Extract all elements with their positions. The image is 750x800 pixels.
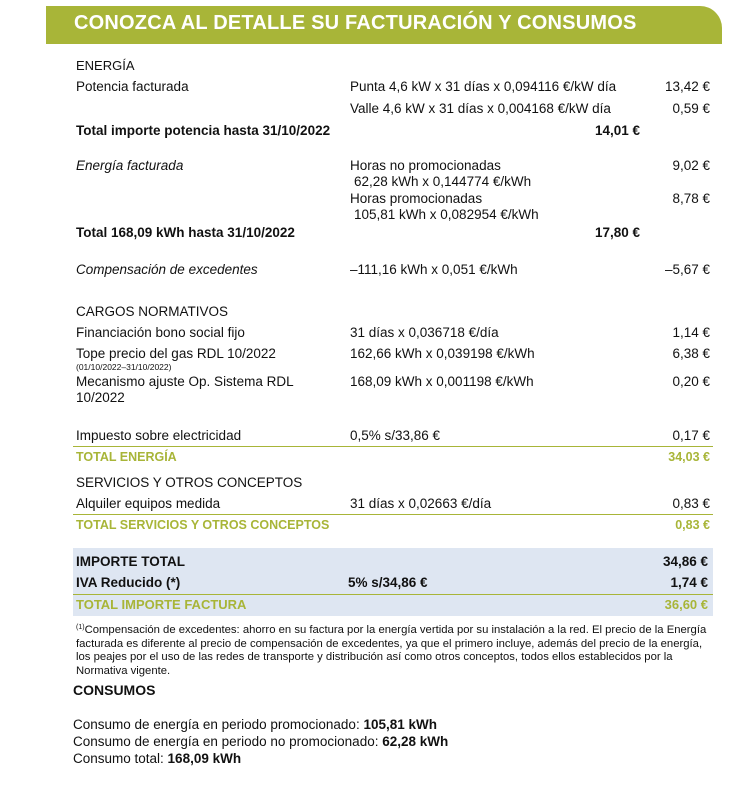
ajuste-calc: 168,09 kWh x 0,001198 €/kWh [350, 374, 534, 389]
no-promo-amount: 9,02 € [672, 158, 710, 173]
promo-amount: 8,78 € [672, 191, 710, 206]
total-servicios-amount: 0,83 € [675, 518, 710, 532]
consumo-total-line [73, 751, 241, 767]
bono-label: Financiación bono social fijo [76, 325, 245, 340]
promo-calc: 105,81 kWh x 0,082954 €/kWh [354, 207, 539, 222]
gas-calc: 162,66 kWh x 0,039198 €/kWh [350, 346, 535, 361]
alquiler-calc: 31 días x 0,02663 €/día [350, 496, 492, 511]
impuesto-calc: 0,5% s/33,86 € [350, 428, 441, 443]
total-energia-label: TOTAL ENERGÍA [76, 450, 177, 464]
alquiler-label: Alquiler equipos medida [76, 496, 221, 511]
consumo-no-promo-line [73, 734, 448, 750]
total-factura-rule [73, 594, 713, 595]
footnote-text: Compensación de excedentes: ahorro en su factura por la energía vertida por su instalación a la red. El precio de la Energía facturada es diferente al precio de compensación de excedentes, ya que el primero incluye, además del precio de la energía, los peajes por el uso de las redes de transporte y distribución así como otros conceptos, todos ellos establecidos por la Normativa vigente. [76, 624, 707, 677]
gas-amount: 6,38 € [672, 346, 710, 361]
page-title: CONOZCA AL DETALLE SU FACTURACIÓN Y CONSUMOS [74, 12, 637, 34]
footnote [76, 624, 716, 678]
bono-calc: 31 días x 0,036718 €/día [350, 325, 499, 340]
iva-label: IVA Reducido (*) [76, 575, 181, 590]
iva-calc: 5% s/34,86 € [348, 575, 428, 590]
total-energia-amount: 34,03 € [668, 450, 710, 464]
no-promo-label: Horas no promocionadas [350, 158, 501, 173]
total-servicios-label: TOTAL SERVICIOS Y OTROS CONCEPTOS [76, 518, 330, 532]
consumo-promo-line [73, 717, 437, 733]
compensacion-calc: –111,16 kWh x 0,051 €/kWh [350, 262, 518, 277]
no-promo-calc: 62,28 kWh x 0,144774 €/kWh [354, 174, 532, 189]
consumo-no-promo-label: Consumo de energía en periodo no promocionado: [73, 734, 383, 749]
promo-label: Horas promocionadas [350, 191, 483, 206]
total-factura-label: TOTAL IMPORTE FACTURA [76, 597, 247, 612]
energia-total-label: Total 168,09 kWh hasta 31/10/2022 [76, 225, 295, 240]
energia-section-title: ENERGÍA [76, 58, 135, 73]
compensacion-label: Compensación de excedentes [76, 262, 258, 277]
gas-label: Tope precio del gas RDL 10/2022 [76, 346, 276, 361]
consumo-promo-value: 105,81 kWh [363, 717, 437, 732]
energia-total-amount: 17,80 € [594, 225, 640, 240]
importe-total-label: IMPORTE TOTAL [76, 554, 185, 569]
servicios-section-title: SERVICIOS Y OTROS CONCEPTOS [76, 475, 303, 490]
consumo-no-promo-value: 62,28 kWh [382, 734, 449, 749]
bono-amount: 1,14 € [672, 325, 710, 340]
gas-dates: (01/10/2022–31/10/2022) [76, 362, 172, 372]
compensacion-amount: –5,67 € [664, 262, 710, 277]
header-banner [46, 6, 722, 44]
alquiler-amount: 0,83 € [672, 496, 710, 511]
total-energia-rule [73, 446, 713, 447]
potencia-valle-amount: 0,59 € [672, 101, 710, 116]
potencia-total-label: Total importe potencia hasta 31/10/2022 [76, 123, 331, 138]
potencia-valle-desc: Valle 4,6 kW x 31 días x 0,004168 €/kW día [350, 101, 611, 116]
impuesto-label: Impuesto sobre electricidad [76, 428, 242, 443]
total-factura-amount: 36,60 € [664, 597, 708, 612]
potencia-punta-desc: Punta 4,6 kW x 31 días x 0,094116 €/kW día [350, 79, 617, 94]
importe-total-amount: 34,86 € [662, 554, 708, 569]
potencia-total-amount: 14,01 € [594, 123, 640, 138]
energia-facturada-label: Energía facturada [76, 158, 184, 173]
consumo-total-label: Consumo total: [73, 751, 168, 766]
total-servicios-rule [73, 514, 713, 515]
cargos-section-title: CARGOS NORMATIVOS [76, 304, 229, 319]
impuesto-amount: 0,17 € [672, 428, 710, 443]
consumos-title: CONSUMOS [73, 682, 156, 698]
iva-amount: 1,74 € [670, 575, 708, 590]
potencia-punta-amount: 13,42 € [664, 79, 710, 94]
consumo-total-value: 168,09 kWh [167, 751, 242, 766]
consumo-promo-label: Consumo de energía en periodo promocionado: [73, 717, 364, 732]
potencia-label: Potencia facturada [76, 79, 189, 94]
footnote-marker: (1) [76, 624, 85, 631]
ajuste-amount: 0,20 € [672, 374, 710, 389]
ajuste-label: Mecanismo ajuste Op. Sistema RDL 10/2022 [76, 374, 294, 405]
